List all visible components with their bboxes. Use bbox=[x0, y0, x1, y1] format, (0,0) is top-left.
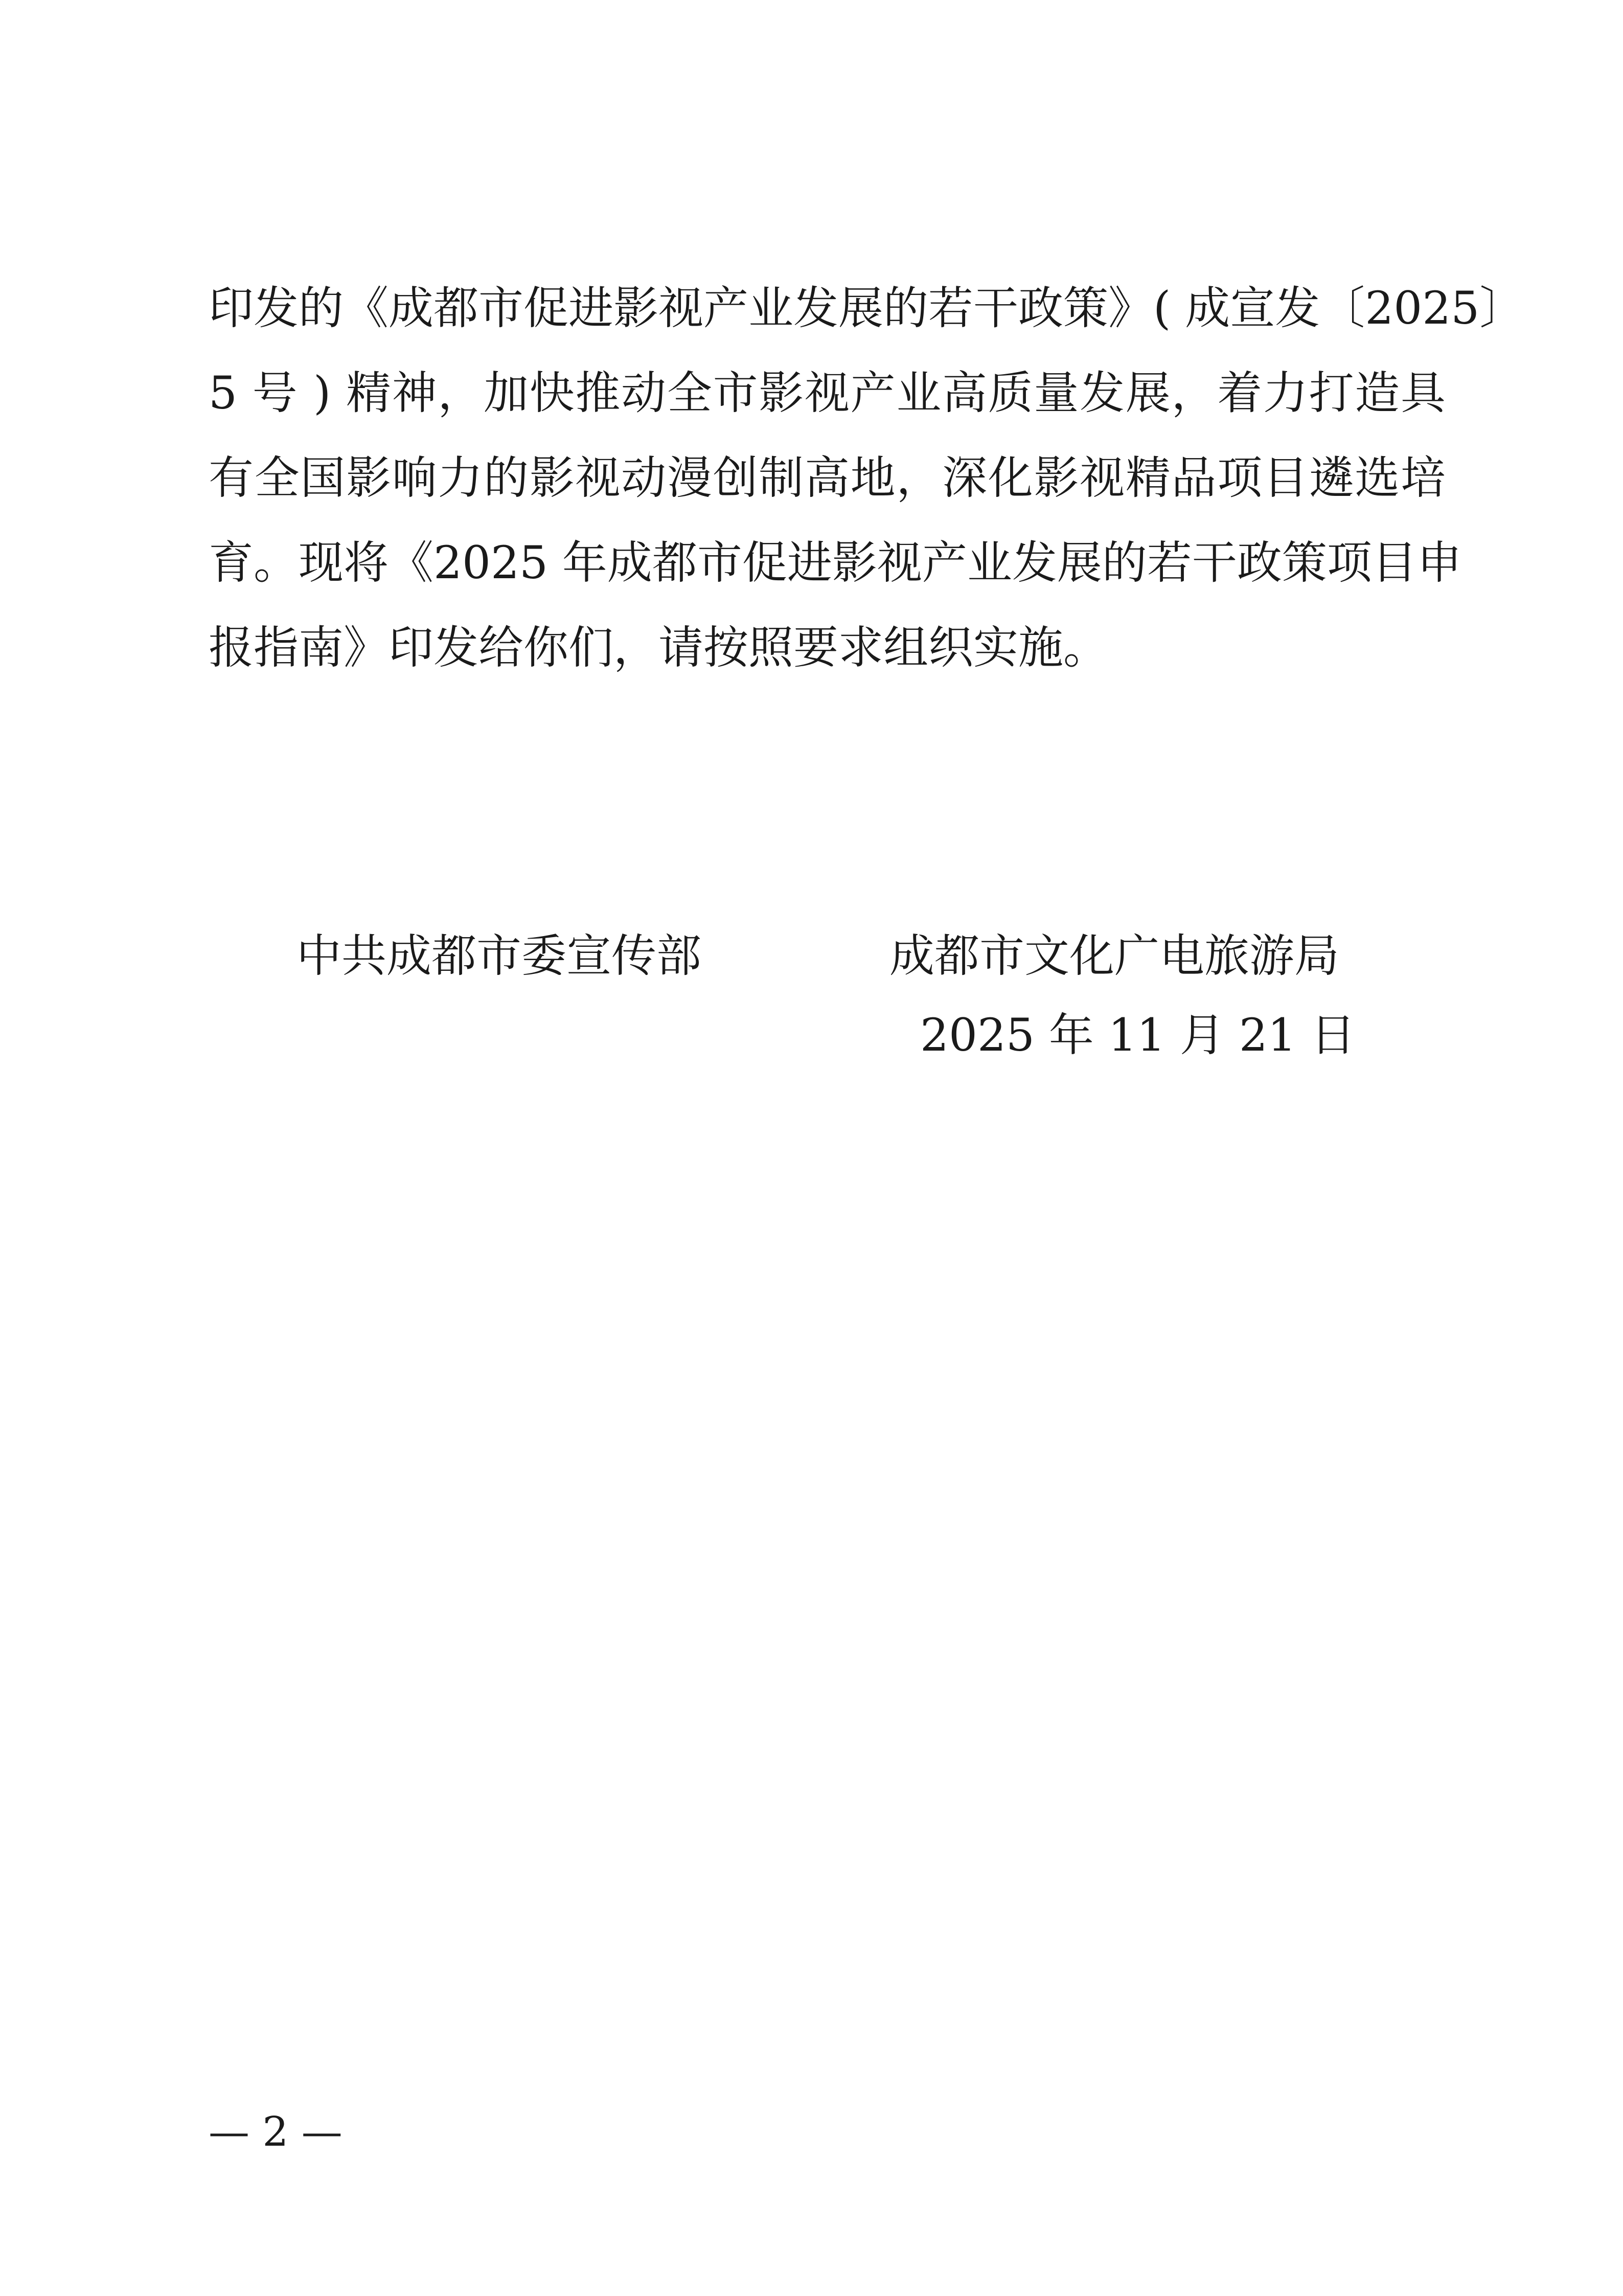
paragraph-line: 5 号 ) 精神，加快推动全市影视产业高质量发展，着力打造具 bbox=[209, 367, 1446, 419]
signature-date: 2025 年 11 月 21 日 bbox=[920, 1009, 1356, 1061]
paragraph-line: 有全国影响力的影视动漫创制高地，深化影视精品项目遴选培 bbox=[209, 451, 1446, 504]
paragraph-line: 印发的《成都市促进影视产业发展的若干政策》( 成宣发〔2025〕 bbox=[209, 282, 1525, 334]
body-paragraph bbox=[209, 266, 1525, 690]
signature-issuer-left: 中共成都市委宣传部 bbox=[296, 929, 702, 982]
page-number: — 2 — bbox=[209, 2108, 342, 2155]
paragraph-line: 育。现将《2025 年成都市促进影视产业发展的若干政策项目申 bbox=[209, 536, 1462, 589]
signature-issuer-right: 成都市文化广电旅游局 bbox=[889, 929, 1340, 982]
paragraph-line: 报指南》印发给你们，请按照要求组织实施。 bbox=[209, 621, 1109, 674]
